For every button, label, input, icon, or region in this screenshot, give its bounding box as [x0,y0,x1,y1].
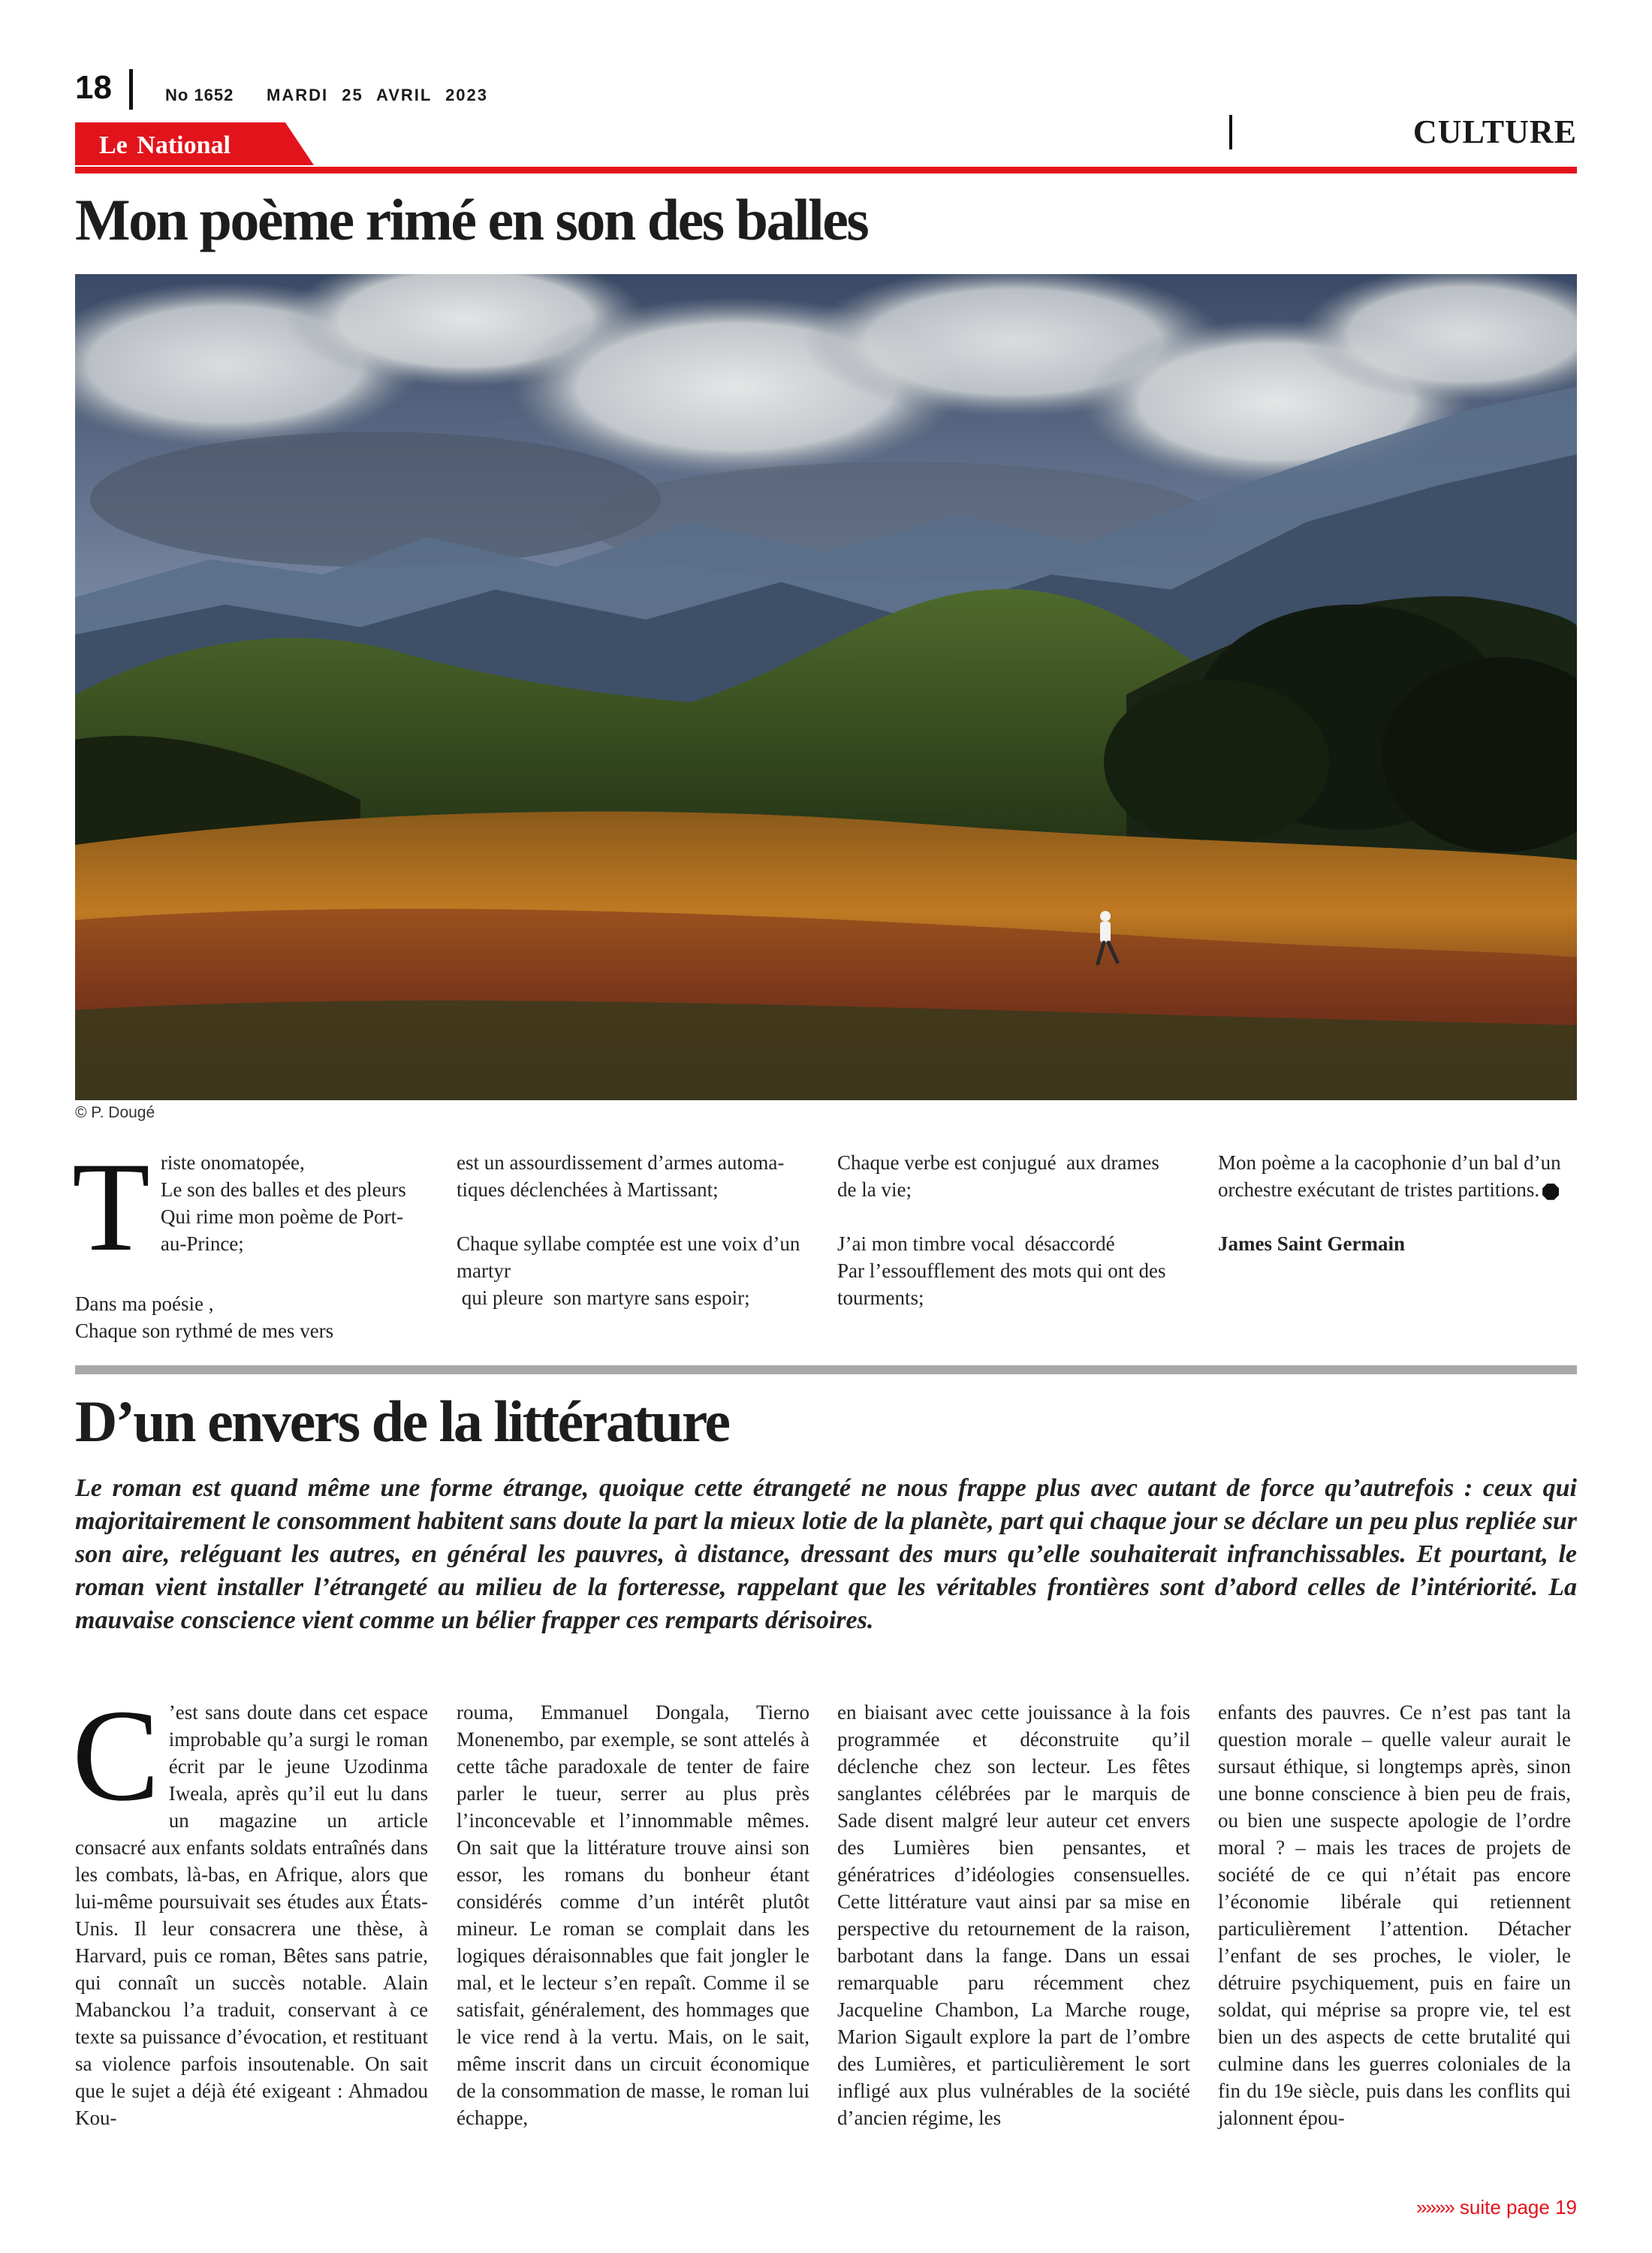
issue-number: No 1652 [165,86,234,104]
poem-line: Le son des balles et des pleurs [160,1178,406,1201]
poem-line-text: orchestre exécutant de tristes partitions. [1218,1178,1540,1201]
poem-line: qui pleure son martyre sans espoir; [457,1286,750,1309]
photo-credit: © P. Dougé [75,1104,155,1121]
end-mark-icon [1542,1184,1559,1200]
landscape-photo [75,274,1577,1100]
poem-column-4 [1218,1149,1571,1257]
poem-line: Mon poème a la cacophonie d’un bal d’un [1218,1151,1561,1174]
poem-line: Qui rime mon poème de Port- [160,1205,404,1228]
poem-line: Chaque verbe est conjugué aux drames [837,1151,1159,1174]
chevrons-icon: »»»» [1416,2196,1454,2218]
body-text: ’est sans doute dans cet espace improbable qu’a surgi le roman écrit par le jeune Uzodinma Iweala, après qu’il eut lu dans un magazine un article consacré aux enfants soldats entraînés dans les combats, là-bas, en Afrique, alors que lui-même poursuivait ses études aux États-Unis. Il leur consacrera une thèse, à Harvard, puis ce roman, Bêtes sans patrie, qui connaît un succès notable. Alain Mabanckou l’a traduit, conservant à ce texte sa puissance d’évocation, et restituant sa violence parfois insoutenable. On sait que le sujet a déjà été exigeant : Ahmadou Kou- [75,1701,428,2129]
poem-column-2 [457,1149,809,1311]
brand-logo: Le National [99,131,231,159]
body-column-2: rouma, Emmanuel Dongala, Tierno Monenembo, par exemple, se sont attelés à cette tâche paradoxale de tenter de faire parler le tueur, serrer au plus près l’inconcevable et l’innommable mêmes. On sait que la littérature trouve ainsi son essor, les romans du bonheur étant considérés comme d’un intérêt plutôt mineur. Le roman se complait dans les logiques déraisonnables que fait jongler le mal, et le lecteur s’en repaît. Comme il se satisfait, généralement, des hommages que le vice rend à la vertu. Mais, on le sait, même inscrit dans un circuit économique de la consommation de masse, le roman lui échappe, [457,1701,809,2129]
continued-link[interactable] [1416,2196,1577,2219]
body-column-1 [72,1682,428,2131]
issue-date: MARDI 25 AVRIL 2023 [267,86,489,104]
poem-line: Chaque syllabe comptée est une voix d’un [457,1232,800,1255]
poem-line [1218,1176,1571,1203]
poem-line: est un assourdissement d’armes automa- [457,1151,785,1174]
body-column-4: enfants des pauvres. Ce n’est pas tant la question morale – quelle valeur aurait le sursaut éthique, si longtemps après, sinon une bonne conscience à bien peu de frais, ou bien une suspecte apologie de l’ordre moral ? – mais les traces de projets de société de ce qui n’était pas encore l’économie libérale qui retiennent particulièrement l’attention. Détacher l’enfant de ses proches, le violer, le détruire psychiquement, puis en faire un soldat, qui méprise sa propre vie, tel est bien un des aspects de cette brutalité qui culmine dans les guerres coloniales de la fin du 19e siècle, puis dans les conflits qui jalonnent épou- [1218,1701,1571,2129]
poem-line: Dans ma poésie , [75,1292,214,1315]
poem-line: Par l’essoufflement des mots qui ont des [837,1259,1166,1282]
page-number: 18 [75,69,112,106]
poem-line: J’ai mon timbre vocal désaccordé [837,1232,1115,1255]
poem-line: tourments; [837,1286,924,1309]
continued-label: suite page 19 [1459,2196,1577,2218]
body-column-3: en biaisant avec cette jouissance à la fois programmée et déconstruite qu’il déclenche chez son lecteur. Les fêtes sanglantes célébrées par le marquis de Sade disent malgré leur auteur cet envers des Lumières bien pensantes, et génératrices d’idéologies consensuelles. Cette littérature vaut ainsi par sa mise en perspective du retournement de la raison, barbotant dans la fange. Dans un essai remarquable paru récemment chez Jacqueline Chambon, La Marche rouge, Marion Sigault explore la part de l’ombre des Lumières, et particulièrement le sort infligé aux plus vulnérables de la société d’ancien régime, les [837,1701,1190,2129]
poem-line: riste onomatopée, [160,1151,305,1174]
header-divider [129,69,133,110]
poem-line: au-Prince; [160,1232,244,1255]
section-title: CULTURE [1412,113,1577,150]
poem-line: de la vie; [837,1178,912,1201]
poem-line: tiques déclenchées à Martissant; [457,1178,719,1201]
drop-cap: T [72,1136,150,1277]
poem-author: James Saint Germain [1218,1232,1405,1255]
poem-line: martyr [457,1259,511,1282]
poem-column-3 [837,1149,1190,1311]
poem-line: Chaque son rythmé de mes vers [75,1320,334,1342]
article-title-2: D’un envers de la littérature [75,1389,729,1454]
header-rule [75,167,1577,173]
drop-cap: C [72,1682,160,1828]
article-lead: Le roman est quand même une forme étrange, quoique cette étrangeté ne nous frappe plus avec autant de force qu’autrefois : ceux qui majoritairement le consomment habitent sans doute la part la mieux lotie de la planète, part qui chaque jour se déclare un peu plus repliée sur son aire, reléguant les autres, en général les pauvres, à distance, dressant des murs qu’elle souhaiterait infranchissables. Et pourtant, le roman vient installer l’étrangeté au milieu de la forteresse, rappelant que les véritables frontières sont d’abord celles de l’intériorité. La mauvaise conscience vient comme un bélier frapper ces remparts dérisoires. [75,1474,1577,1634]
section-separator [75,1365,1577,1374]
article-title: Mon poème rimé en son des balles [75,187,868,252]
section-divider [1229,115,1232,149]
poem-column-1 [72,1136,428,1344]
